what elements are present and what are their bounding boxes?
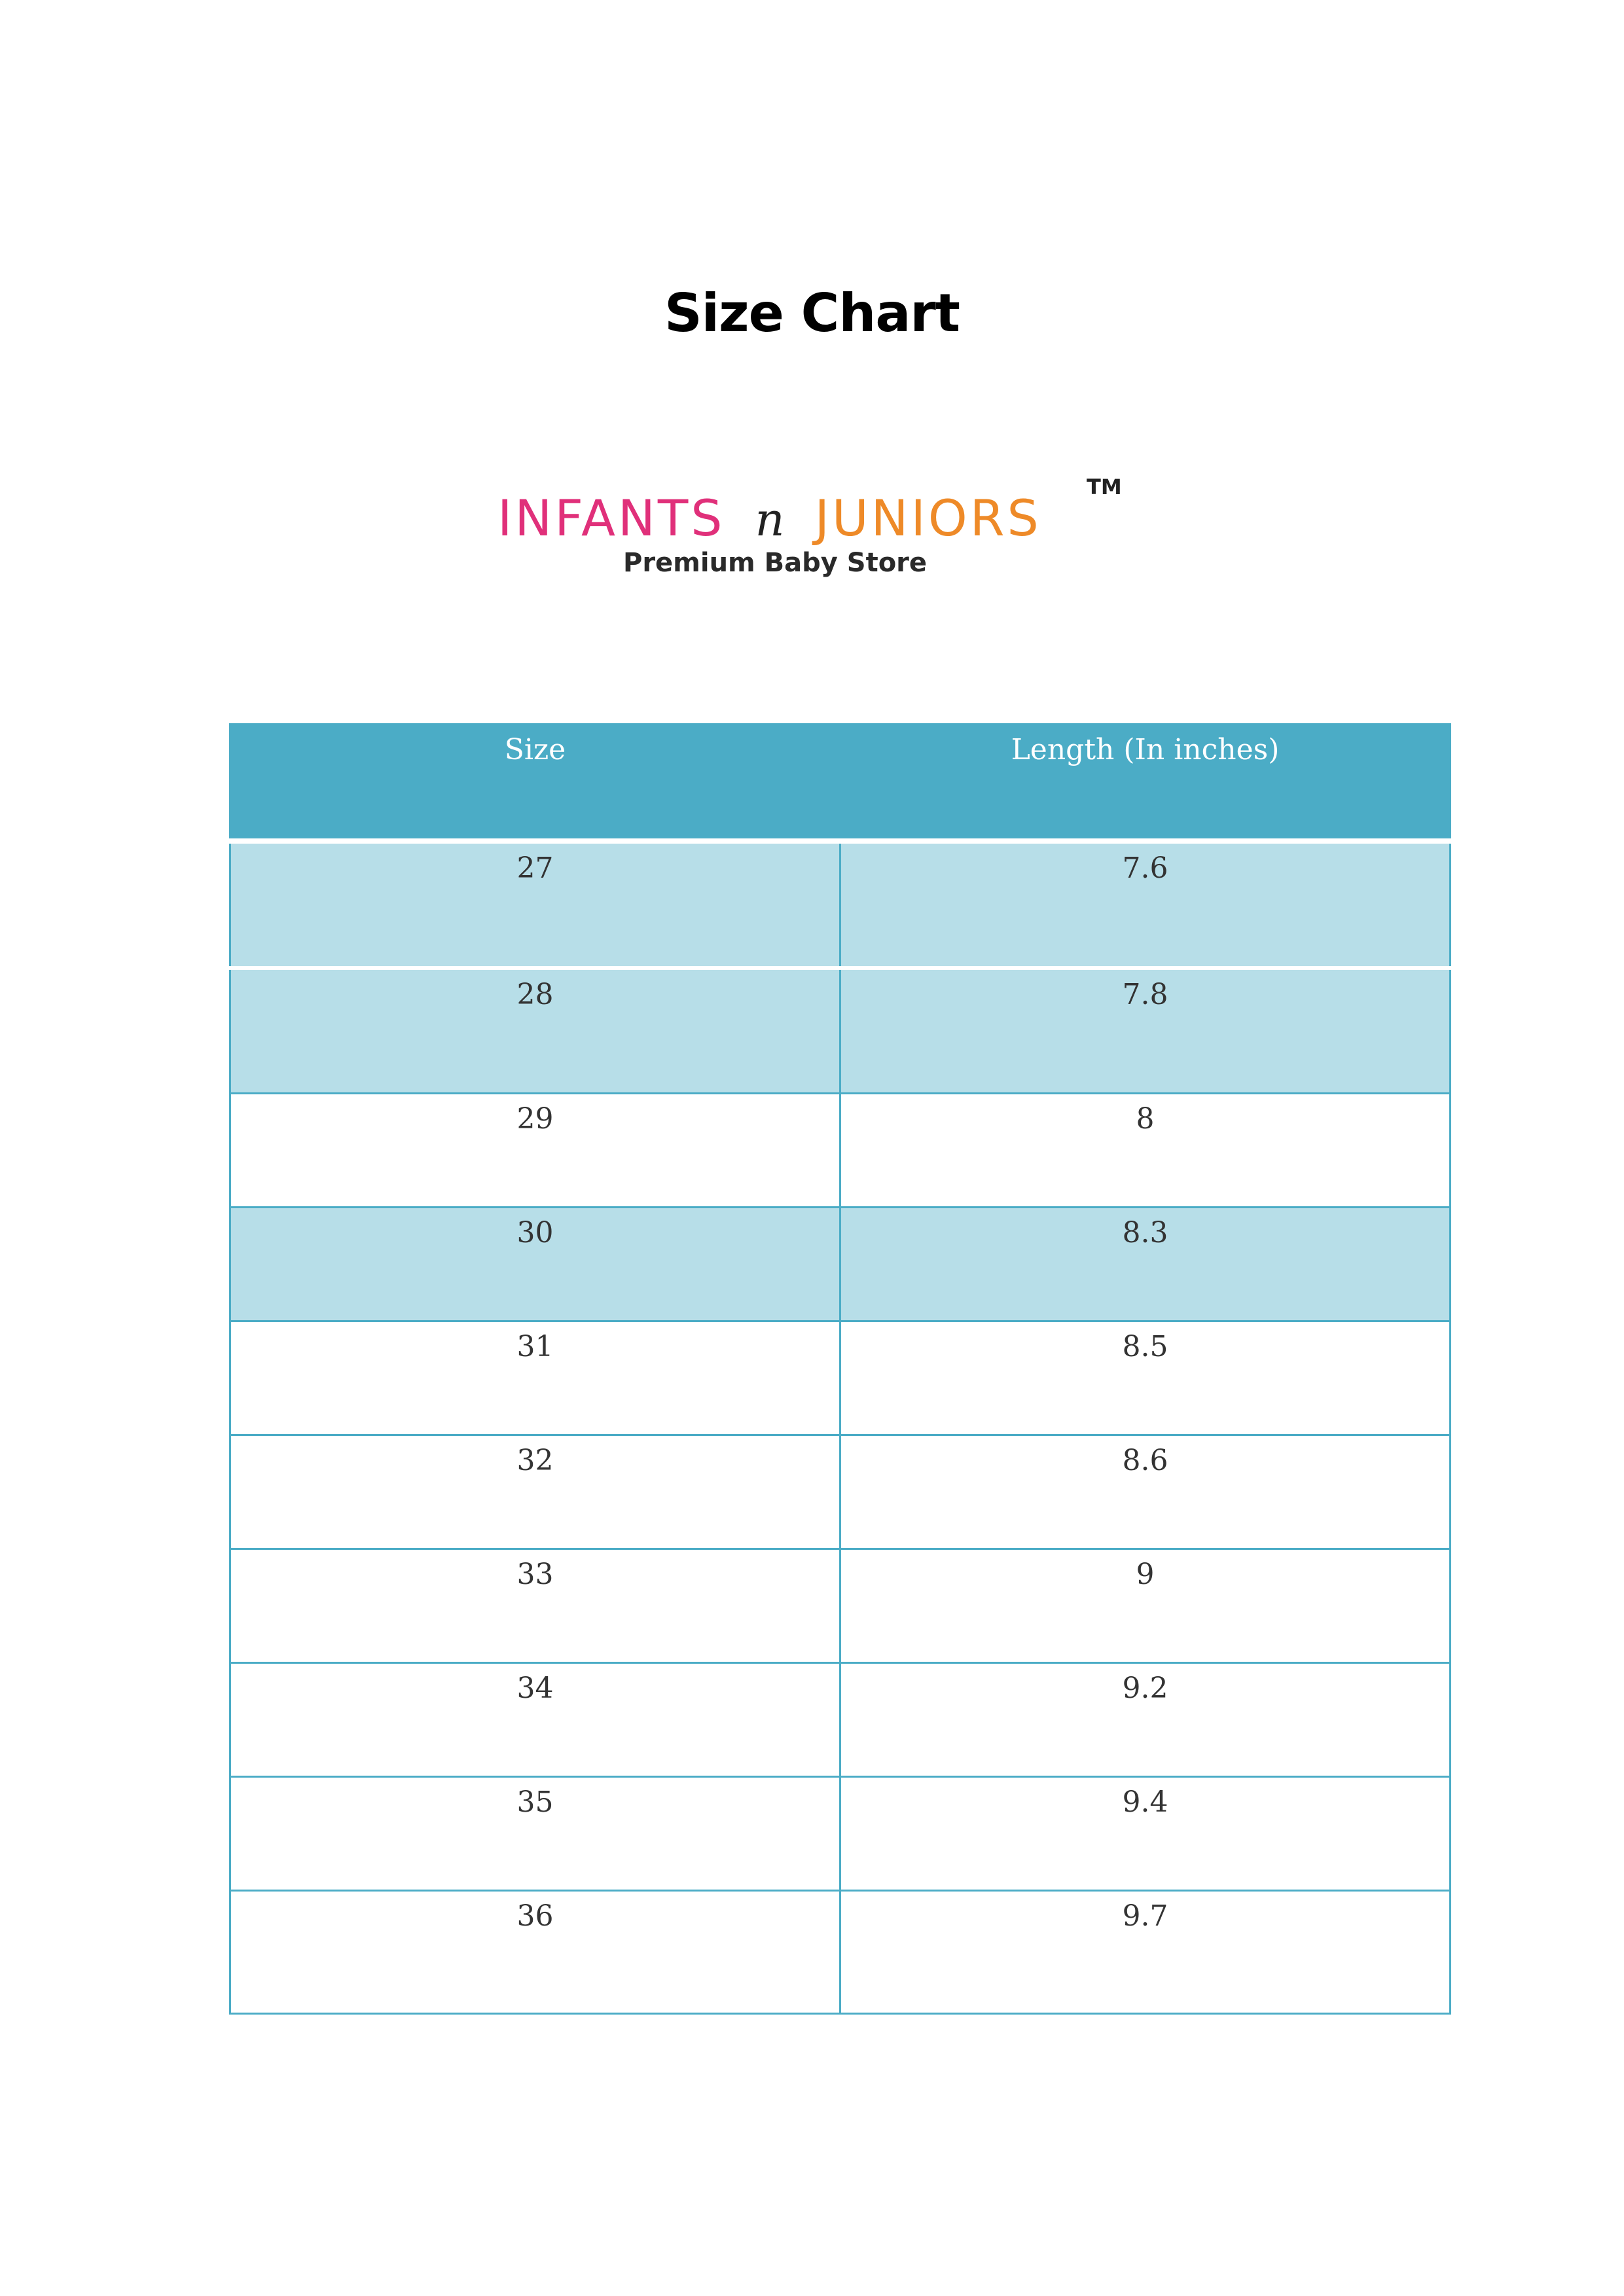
length-cell: 7.8 — [840, 968, 1451, 1094]
brand-name-juniors: JUNIORS — [814, 489, 1041, 547]
column-header-length: Length (In inches) — [840, 725, 1451, 842]
length-cell: 8.3 — [840, 1208, 1451, 1321]
page-title: Size Chart — [664, 282, 960, 344]
table-row — [230, 1663, 1451, 1777]
length-cell: 8 — [840, 1094, 1451, 1208]
table-header-row — [230, 725, 1451, 842]
length-cell: 9.7 — [840, 1891, 1451, 2014]
brand-tagline: Premium Baby Store — [623, 548, 928, 578]
size-cell: 27 — [230, 841, 840, 968]
length-cell: 9.2 — [840, 1663, 1451, 1777]
length-cell: 8.6 — [840, 1435, 1451, 1549]
column-header-size: Size — [230, 725, 840, 842]
table-row — [230, 1777, 1451, 1891]
table-row — [230, 1321, 1451, 1435]
brand-name — [497, 489, 1041, 549]
length-cell: 9.4 — [840, 1777, 1451, 1891]
table-row — [230, 1435, 1451, 1549]
size-cell: 33 — [230, 1549, 840, 1663]
table-row — [230, 968, 1451, 1094]
brand-name-connector: n — [755, 493, 787, 547]
length-cell: 7.6 — [840, 841, 1451, 968]
brand-name-infants: INFANTS — [497, 489, 725, 547]
table-row — [230, 1208, 1451, 1321]
length-cell: 8.5 — [840, 1321, 1451, 1435]
table-row — [230, 1549, 1451, 1663]
size-cell: 30 — [230, 1208, 840, 1321]
table-row — [230, 1094, 1451, 1208]
table-row — [230, 841, 1451, 968]
size-cell: 34 — [230, 1663, 840, 1777]
length-cell: 9 — [840, 1549, 1451, 1663]
brand-logo — [497, 475, 1126, 586]
size-chart-table — [229, 723, 1451, 2015]
table-row — [230, 1891, 1451, 2014]
size-cell: 35 — [230, 1777, 840, 1891]
trademark-mark: TM — [1087, 475, 1122, 499]
size-cell: 31 — [230, 1321, 840, 1435]
size-cell: 29 — [230, 1094, 840, 1208]
size-cell: 36 — [230, 1891, 840, 2014]
size-cell: 28 — [230, 968, 840, 1094]
size-cell: 32 — [230, 1435, 840, 1549]
